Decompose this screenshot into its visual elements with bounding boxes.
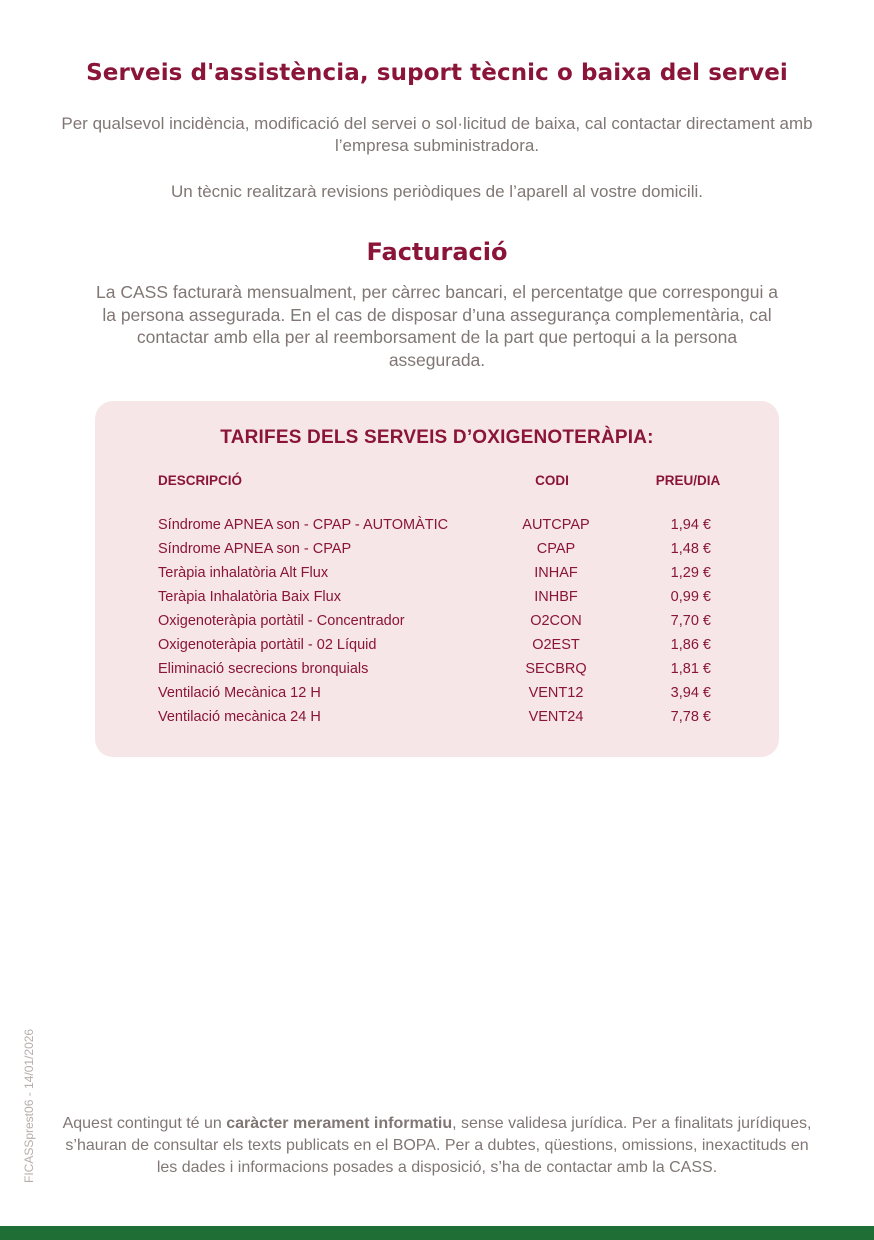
row-description: Síndrome APNEA son - CPAP - AUTOMÀTIC — [158, 517, 449, 533]
row-code: CPAP — [536, 541, 576, 557]
row-price: 1,86 € — [670, 637, 711, 653]
row-description: Oxigenoteràpia portàtil - 02 Líquid — [158, 637, 377, 653]
row-code: O2EST — [532, 637, 580, 653]
table-row — [95, 515, 779, 539]
table-row — [95, 635, 779, 659]
table-row — [95, 611, 779, 635]
row-code: VENT24 — [528, 709, 584, 725]
tariffs-card — [95, 401, 779, 757]
row-price: 0,99 € — [670, 589, 711, 605]
technician-paragraph: Un tècnic realitzarà revisions periòdiques de l’aparell al vostre domicili. — [171, 182, 703, 201]
table-row — [95, 539, 779, 563]
header-price: PREU/DIA — [655, 473, 721, 488]
disclaimer-text-end: , sense validesa jurídica. Per a finalitats jurídiques, s’hauran de consultar els texts publicats en el BOPA. Per a dubtes, qüestions, omissions, inexactituds en les dades i informacions posades a disposició, s’ha de contactar amb la CASS. — [65, 1115, 812, 1176]
row-code: INHAF — [534, 565, 578, 581]
row-description: Oxigenoteràpia portàtil - Concentrador — [158, 613, 405, 629]
document-code: FICASSprest06 - 14/01/2026 — [22, 1028, 36, 1183]
row-description: Síndrome APNEA son - CPAP — [158, 541, 352, 557]
row-description: Teràpia Inhalatòria Baix Flux — [158, 589, 341, 605]
table-row — [95, 683, 779, 707]
row-code: SECBRQ — [525, 661, 587, 677]
table-row — [95, 707, 779, 731]
row-code: AUTCPAP — [522, 517, 590, 533]
section-title-support: Serveis d'assistència, suport tècnic o baixa del servei — [86, 60, 788, 86]
support-paragraph: Per qualsevol incidència, modificació del servei o sol·licitud de baixa, cal contactar directament amb l’empresa subministradora. — [61, 114, 813, 155]
row-price: 7,70 € — [670, 613, 711, 629]
footer-bar — [0, 1226, 874, 1240]
disclaimer-bold: caràcter merament informatiu — [226, 1115, 453, 1132]
disclaimer — [60, 1113, 814, 1179]
row-price: 1,48 € — [670, 541, 711, 557]
row-code: O2CON — [530, 613, 582, 629]
header-description: DESCRIPCIÓ — [158, 473, 243, 488]
row-description: Ventilació Mecànica 12 H — [158, 685, 321, 701]
tariffs-rows — [95, 515, 779, 731]
row-price: 1,81 € — [670, 661, 711, 677]
row-price: 1,29 € — [670, 565, 711, 581]
row-price: 7,78 € — [670, 709, 711, 725]
row-description: Eliminació secrecions bronquials — [158, 661, 369, 677]
header-code: CODI — [535, 473, 569, 488]
table-row — [95, 587, 779, 611]
row-price: 3,94 € — [670, 685, 711, 701]
row-code: VENT12 — [528, 685, 584, 701]
section-title-billing: Facturació — [366, 238, 508, 266]
billing-paragraph: La CASS facturarà mensualment, per càrrec bancari, el percentatge que correspongui a la persona assegurada. En el cas de disposar d’una assegurança complementària, cal contactar amb ella per al reemborsament de la part que pertoqui a la persona assegurada. — [96, 282, 778, 370]
row-description: Ventilació mecànica 24 H — [158, 709, 321, 725]
row-code: INHBF — [534, 589, 578, 605]
disclaimer-text-start: Aquest contingut té un — [62, 1115, 227, 1132]
row-price: 1,94 € — [670, 517, 711, 533]
row-description: Teràpia inhalatòria Alt Flux — [158, 565, 329, 581]
table-row — [95, 563, 779, 587]
table-row — [95, 659, 779, 683]
tariffs-title: TARIFES DELS SERVEIS D’OXIGENOTERÀPIA: — [220, 427, 654, 448]
